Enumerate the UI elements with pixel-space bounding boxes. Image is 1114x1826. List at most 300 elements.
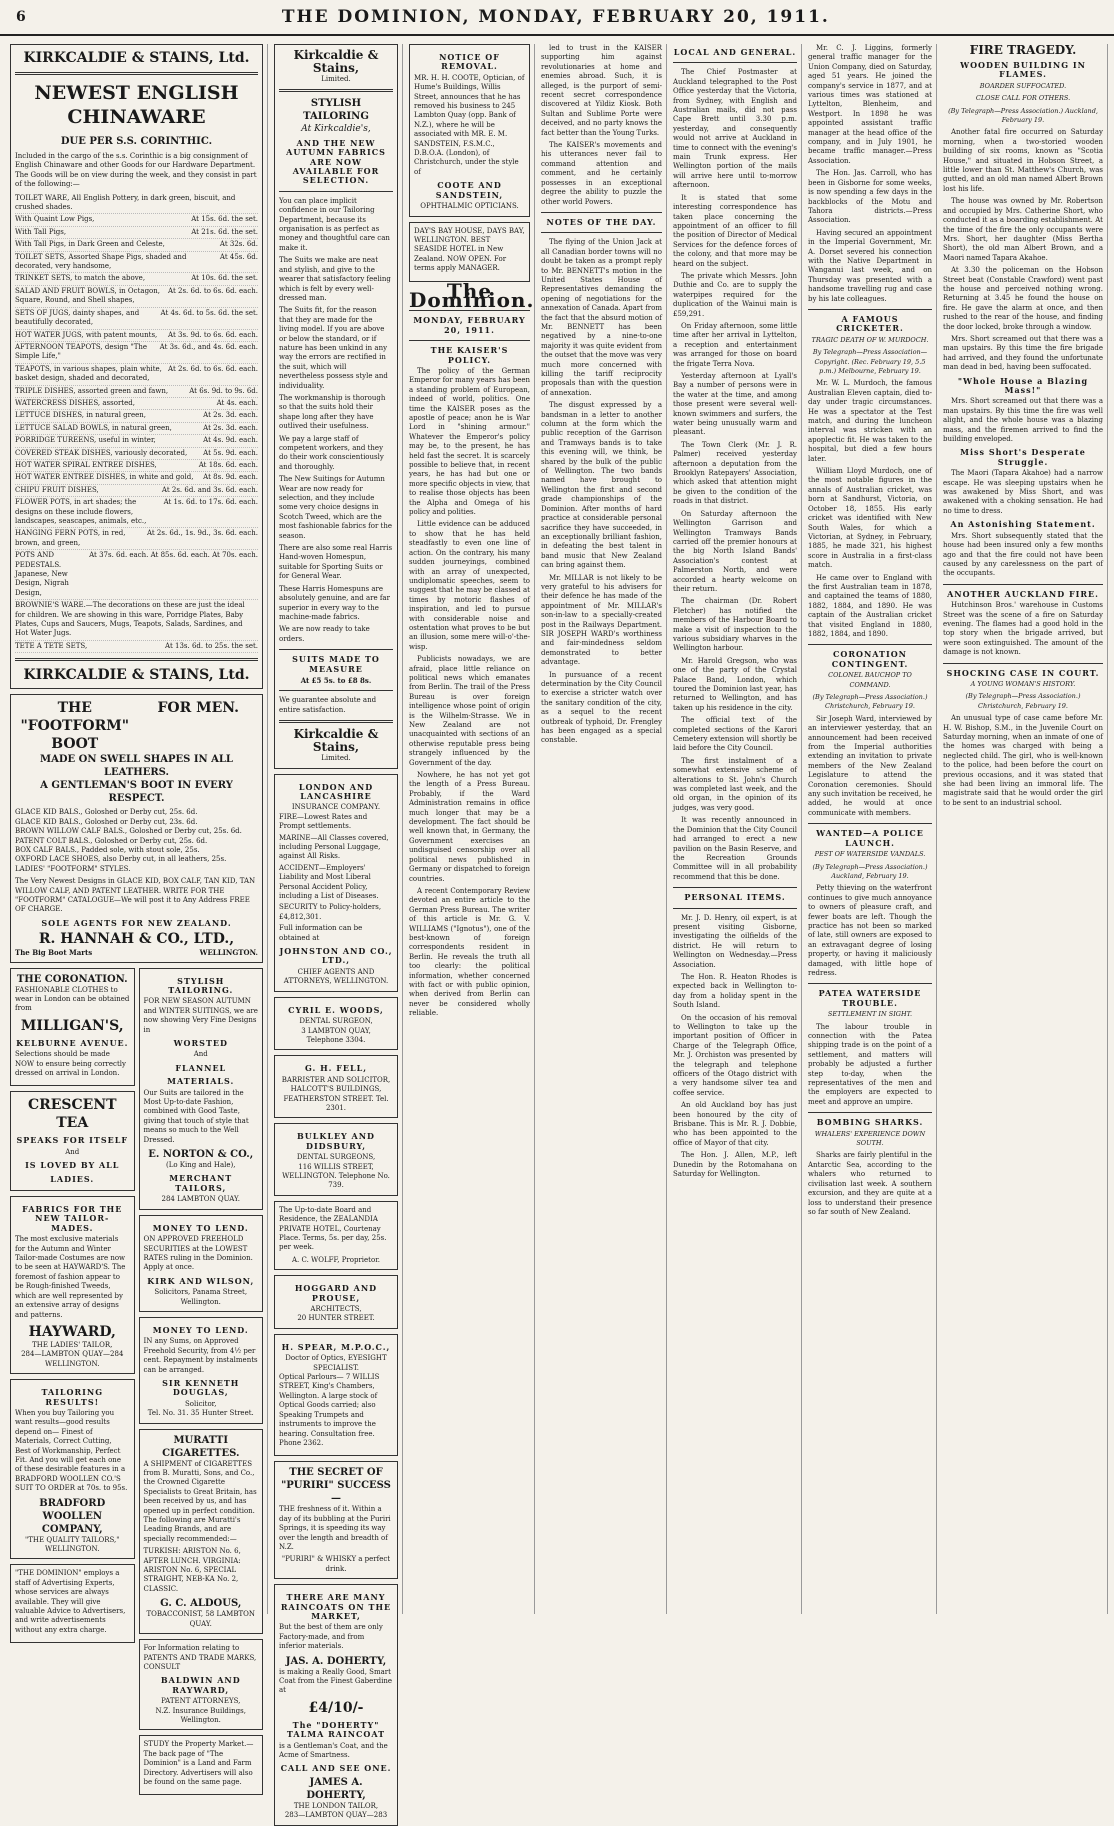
k2-firm-sub: Limited. [321,75,351,83]
doherty-text: is making a Really Good, Smart Coat from the Finest Gaberdine at [279,1667,392,1695]
price-row [15,448,258,460]
footform-boot-ad [10,694,263,962]
baldwin-sub: PATENT ATTORNEYS, [161,1697,241,1706]
patents-ad [139,1639,264,1730]
hayward-ad [10,1196,135,1374]
price-row [15,273,258,285]
price-item: HOT WATER JUGS, with patent mounts, [15,330,158,339]
fire-sub1: WOODEN BUILDING IN FLAMES. [960,60,1086,80]
doherty-call: CALL AND SEE ONE. [280,1763,392,1774]
another-fire-text: Hutchinson Bros.' warehouse in Customs Street was the scene of a fire on Saturday evening. The flames had a good hold in the top story when the brigade arrived, but were soon extinguished. The amount of the damage is not known. [943,601,1103,657]
editorial-continued [541,44,662,207]
notes-title: NOTES OF THE DAY. [546,216,657,227]
coronation-address: KELBURNE AVENUE. [16,1037,129,1048]
page-number: 6 [16,9,26,25]
price-item: COVERED STEAK DISHES, variously decorated, [15,448,188,457]
raincoats-text: But the best of them are only Factory-made, and from inferior materials. [279,1623,383,1651]
fell-sub: BARRISTER AND SOLICITOR, HALCOTT'S BUILDINGS, FEATHERSTON STREET. Tel. 2301. [281,1075,391,1112]
notice-firm: COOTE AND SANDSTEIN, [435,180,504,200]
price-item: BROWNIE'S WARE.—The decorations on these are just the ideal for children. We are showing in this ware, Porridge Plates, Baby Plates, Cups and Saucers, Mugs, Teapots, Salads, Sardines, and Hot Water Jugs. [15,601,245,638]
price-row [15,435,258,447]
k2-paragraph: These Harris Homespuns are absolutely genuine, and are far superior in every way to the machine-made fabrics. [279,584,390,621]
money2-firm: SIR KENNETH DOUGLAS, [162,1377,240,1398]
money1-firm: KIRK AND WILSON, [147,1275,255,1286]
price-value: At 45s. 6d. [219,252,258,261]
shocking-title: SHOCKING CASE IN COURT. [946,667,1100,678]
price-row [15,460,258,472]
norton-ad [139,968,264,1210]
price-item: PORRIDGE TUREENS, useful in winter, [15,436,156,445]
study-ad [139,1735,264,1795]
london-item: SECURITY to Policy-holders, £4,812,301. [279,903,382,921]
doherty2-name: JAMES A. DOHERTY, [306,1776,366,1801]
london-info: Full information can be obtained at [279,924,363,942]
muratti-text: A SHIPMENT of CIGARETTES from B. Muratti, Sons, and Co., the Crowned Cigarette Specialists to Great Britain, has been received by us, and has opened up in perfect condition. The following are Muratti's Leading Brands, and are specially recommended:— [143,1459,257,1543]
editorial-paragraph: The policy of the German Emperor for many years has been a standing problem of European, indeed of world, politics. One time the KAISER poses as the apostle of peace; anon he is War Lord in "shining armour." Whatever the Emperor's policy may be, to the present, he has held fast the secret. It is scarcely possible to believe that, in recent years, he has had but one or more specific objects in view, that to realise those objects has been the Alpha and Omega of his policy and polities. [409,366,530,517]
k2-guarantee: We guarantee absolute and entire satisfaction. [279,696,377,714]
patea-sub: SETTLEMENT IN SIGHT. [827,1010,913,1019]
firm-header: KIRKCALDIE & STAINS, Ltd. [23,50,250,66]
bradford-firm: BRADFORD WOOLLEN COMPANY, [39,1497,106,1535]
price-value: At 15s. 6d. the set. [191,215,258,224]
k2-firm2: Kirkcaldie & Stains, [293,727,379,755]
dominion-note [10,1564,135,1643]
boarder-text: The Maori (Tapara Akahoe) had a narrow escape. He was sleeping upstairs when he was awakened by Miss Short, and was awakened with a choking sensation. He had no time to dress. [943,469,1103,515]
k2-at: At Kirkcaldie's, [301,124,371,135]
woods-ad [274,997,398,1051]
price-list [15,193,258,654]
boot-firm: R. HANNAH & CO., LTD., [38,931,235,948]
patea-text: The labour trouble in connection with the Patea shipping trade is on the point of a settlement, and matters will probably be adjusted a further step to-day, when the representatives of the men and the employers are expected to meet and approve an umpire. [808,1022,932,1106]
price-item: WATERCRESS DISHES, assorted, [15,398,135,407]
coronation-title: THE CORONATION. [16,973,128,985]
launch-text: Petty thieving on the waterfront continues to give much annoyance to owners of pleasure craft, and fewer boats are left. Though the practice has not been so marked of late, still owners are exposed to an extravagant degree of losing property, or having it maliciously damaged, with little hope of redress. [808,884,932,977]
crescent-line1: SPEAKS FOR ITSELF [16,1135,129,1146]
k2-paragraph: We are now ready to take orders. [279,625,370,643]
spear-name: H. SPEAR, M.P.O.C., [281,1341,391,1352]
and-word: And [193,1050,208,1059]
notes-paragraph: Mr. MILLAR is not likely to be very grateful to his advisers for their defence he has made of the appointment of Mr. MILLAR's son-in-law to a specially-created post in the Railways Department. SIR JOSEPH WARD's worthiness and fair-mindedness seldom demonstrated to better advantage. [541,573,662,667]
doherty2-sub: THE LONDON TAILOR, [293,1801,379,1810]
fire-sub3: CLOSE CALL FOR OTHERS. [975,94,1071,103]
boot-lines [15,808,258,874]
bulkley-ad [274,1123,398,1195]
hoggard-name: HOGGARD AND PROUSE, [294,1283,378,1303]
price-row [15,342,258,364]
statement-text: Mrs. Short screamed out that there was a man upstairs. By this time the fire was well alight, and the whole house was a blazing mass, and the firemen arrived to find the building enveloped. [943,397,1103,444]
k2-paragraph: The New Suitings for Autumn Wear are now ready for selection, and they include some very choice designs in Scotch Tweed, which are the most fashionable fabrics for the season. [279,475,392,540]
cricketer-body [808,379,932,639]
doherty-price: £4/10/- [308,1699,364,1716]
price-row [15,485,258,497]
bradford-sub: "THE QUALITY TAILORS," [25,1535,120,1544]
coronation-contingent-sub: COLONEL BAUCHOP TO COMMAND. [828,671,912,689]
chinaware-subtitle: DUE PER S.S. CORINTHIC. [60,136,213,147]
dominion-note-text: "THE DOMINION" employs a staff of Advertising Experts, whose services are always available. They will give valuable Advice to Advertisers, and write advertisements without any extra charge. [15,1569,126,1634]
boot-line: GLACE KID BALS., Goloshed or Derby cut, 23s. 6d. [15,817,198,826]
price-row [15,600,258,641]
statement-title: "Whole House a Blazing Mass!" [957,375,1089,395]
fell-name: G. H. FELL, [304,1063,368,1074]
editorial-paragraph: led to trust in the KAISER supporting him against revolutionaries at home and enemies abroad. Such, it is alleged, is the purport of semi-recent secret correspondence discovered at Yildiz Kiosk. Both Sultan and Sublime Porte were deceived, and no party knows the fact better than the Young Turks. [541,44,662,137]
notice-text: MR. H. H. COOTE, Optician, of Hume's Buildings, Willis Street, announces that he has removed his business to 245 Lambton Quay (opp. Bank of N.Z.), where he will be associated with MR. E. M. SANDSTEIN, F.S.M.C., D.B.O.A. (London), of Christchurch, under the style of [414,73,525,176]
fire-byline: (By Telegraph—Press Association.) Auckland, February 19. [948,106,1098,125]
money2-text: IN any Sums, on Approved Freehold Security, from 4½ per cent. Repayment by instalments can be arranged. [143,1337,258,1374]
aldous-firm: G. C. ALDOUS, [160,1598,242,1610]
fire-body [943,128,1103,372]
baldwin-addr: N.Z. Insurance Buildings, Wellington. [155,1706,246,1724]
price-value: At 13s. 6d. to 25s. the set. [165,641,258,650]
boarder-title: Miss Short's Desperate Struggle. [960,447,1086,467]
column-5 [669,44,802,1614]
fire-paragraph: At 3.30 the policeman on the Hobson Street beat (Constable Crawford) went past the house and perceived nothing wrong. Returning at 3.45 he found the house on fire. He gave the alarm at once, and then rushed to the rear of the house, and finding the door locked, broke through a window. [943,266,1103,331]
boot-line: PATENT COLT BALS., Goloshed or Derby cut, 25s. 6d. [15,836,208,845]
london-item: FIRE—Lowest Rates and Prompt settlements. [279,812,368,831]
price-item: SETS OF JUGS, dainty shapes, and beautifully decorated, [15,308,140,327]
local-body [673,68,797,882]
price-row [15,252,258,274]
money1-title: MONEY TO LEND. [152,1222,249,1233]
crescent-line3: IS LOVED BY ALL [25,1160,120,1171]
price-item: LETTUCE SALAD BOWLS, in natural green, [15,423,172,432]
sharks-text: Sharks are fairly plentiful in the Antarctic Sea, according to the whalers who returned to civilisation last week. A southern excursion, and they are quite at a loss to understand their presence so far south of New Zealand. [808,1151,932,1216]
boot-line: GLACE KID BALS., Goloshed or Derby cut, 25s. 6d. [15,808,198,817]
price-item: TETE A TETE SETS, [15,641,88,650]
london-item: ACCIDENT—Employers' Liability and Most Liberal Personal Accident Policy, including a List of Diseases. [279,863,379,901]
price-value: At 2s. 6d. to 6s. 6d. each. [168,364,258,373]
local-paragraph: The Hon. Jas. Carroll, who has been in Gisborne for some weeks, is now spending a few days in the backblocks of the Motu and Tahora districts.—Press Association. [808,169,932,225]
money2-addr: Tel. No. 31. 35 Hunter Street. [147,1409,254,1418]
bradford-city: WELLINGTON. [45,1545,100,1553]
chinaware-title: NEWEST ENGLISH CHINAWARE [34,82,239,128]
local-paragraph: The official text of the completed sections of the Karori Cemetery extension will shortly be laid before the City Council. [673,716,797,753]
k2-firm2-sub: Limited. [321,754,351,763]
local-paragraph: The chairman (Dr. Robert Fletcher) has notified the members of the Harbour Board to make a visit of inspection to the various subsidiary wharves in the Wellington harbour. [673,597,797,653]
personal-paragraph: The Hon. J. Allen, M.P., left Dunedin by the Rotomahana on Saturday for Wellington. [673,1151,797,1179]
bulkley-name: BULKLEY AND DIDSBURY, [297,1131,375,1151]
price-value: At 1s. 6d. to 17s. 6d. each. [163,498,258,507]
london-item: MARINE—All Classes covered, including Personal Luggage, against All Risks. [279,833,389,861]
doherty-name: JAS. A. DOHERTY, [285,1655,387,1667]
column-2 [270,44,403,1820]
coronation-ad [10,968,135,1087]
coronation-firm: MILLIGAN'S, [20,1017,124,1034]
personal-paragraph: On the occasion of his removal to Wellington to take up the important position of Officer in Charge of the Telegraph Office, Mr. J. Orchiston was presented by the telegraph and telephone officers of the Otago district with a very handsome silver tea and coffee service. [673,1013,797,1097]
spear-sub: Doctor of Optics, EYESIGHT SPECIALIST. [285,1354,387,1372]
shocking-text: An unusual type of case came before Mr. H. W. Bishop, S.M., in the Juvenile Court on Saturday morning, when an inmate of one of the homes was charged with being a neglected child. The girl, who is well-known to the police, had been before the court on previous occasions, and it was stated that she had been living an immoral life. The magistrate said that he would order the girl to be sent to an industrial school. [943,714,1103,807]
price-row [15,423,258,435]
bulkley-addr: 116 WILLIS STREET, WELLINGTON. Telephone No. 739. [282,1162,390,1190]
local-paragraph: Mr. Harold Gregson, who was one of the party of the Crystal Palace Band, London, which toured the Dominion last year, has returned to Wellington, and has taken up his residence in the city. [673,656,797,712]
price-item: TOILET SETS, Assorted Shape Pigs, shaded and decorated, very handsome, [15,252,187,271]
another-fire-title: ANOTHER AUCKLAND FIRE. [947,588,1099,599]
launch-byline: (By Telegraph—Press Association.) Auckland, February 19. [812,862,928,880]
doherty-ad [274,1584,398,1826]
worsted: WORSTED [173,1038,228,1048]
removal-notice [409,44,530,217]
london-firm: JOHNSTON AND CO., LTD., [279,946,393,966]
price-item: CHIPU FRUIT DISHES, [15,485,99,494]
hayward-text: The most exclusive materials for the Autumn and Winter Tailor-made Costumes are now to be seen at HAYWARD'S. The foremost of fashion appear to be Rough-finished Tweeds, which are well represented by an extensive array of designs and patterns. [15,1235,126,1319]
study-text: STUDY the Property Market.—The back page of "The Dominion" is a Land and Farm Directory. Advertisers will also be found on the same page. [143,1740,254,1786]
price-item: With Tall Pigs, in Dark Green and Celeste, [15,240,165,249]
fire-title: FIRE TRAGEDY. [969,43,1077,57]
k2-paragraph: The Suits we make are neat and stylish, and give to the wearer that satisfactory feeling which is felt by every well-dressed man. [279,256,391,302]
bradford-text: When you buy Tailoring you want results—good results depend on— Finest of Materials, Correct Cutting, Best of Workmanship, Perfect Fit. And you will get each one of these desirable features in a BRADFORD WOOLLEN CO.'S SUIT TO ORDER at 70s. to 95s. [15,1408,128,1493]
price-item: With Quaint Low Pigs, [15,215,95,224]
personal-paragraph: Mr. J. D. Henry, oil expert, is at present visiting Gisborne, investigating the oilfields of the district. He will return to Wellington on Wednesday.—Press Association. [673,913,797,969]
price-item: SALAD AND FRUIT BOWLS, in Octagon, Square, Round, and Shell shapes, [15,286,160,305]
astounding-title: An Astonishing Statement. [950,519,1096,530]
sharks-sub: WHALERS' EXPERIENCE DOWN SOUTH. [814,1129,926,1148]
woods-sub: DENTAL SURGEON, [299,1017,373,1026]
column-6 [804,44,937,1614]
puriri-ad [274,1461,398,1579]
money-lend-ad-2 [139,1317,264,1424]
raincoats-title: THERE ARE MANY RAINCOATS ON THE MARKET, [280,1592,392,1621]
launch-sub: PEST OF WATERSIDE VANDALS. [814,850,926,859]
cricketer-title: A FAMOUS CRICKETER. [836,313,904,334]
price-item: LETTUCE DISHES, in natural green, [15,411,147,420]
price-row [15,550,258,600]
local-continued [808,44,932,304]
personal-paragraph: An old Auckland boy has just been honoured by the city of Brisbane. This is Mr. R. J. Dobbie, who has been appointed to the office of Mayor of that city. [673,1101,797,1147]
price-item: HOT WATER ENTREE DISHES, in white and gold, [15,473,194,482]
london-agents: CHIEF AGENTS AND ATTORNEYS, WELLINGTON. [283,967,389,986]
local-paragraph: On Friday afternoon, some little time after her arrival in Lyttelton, a reception and entertainment was arranged for those on board the frigate Terra Nova. [673,321,797,368]
hayward-address: 284—LAMBTON QUAY—284 [21,1350,124,1359]
fire-paragraph: The house was owned by Mr. Robertson and occupied by Mrs. Catherine Short, who conducted it as a boarding establishment. At the time of the fire the only occupants were Mrs. Short, her daughter (Miss Bertha Short), the old man Albert Brown, and a Maori named Tapara Akahoe. [943,197,1103,262]
coronation-note: Selections should be made NOW to ensure being correctly dressed on arrival in London. [15,1050,126,1077]
london-items [279,813,393,922]
hayward-city: WELLINGTON. [45,1359,100,1368]
price-item: AFTERNOON TEAPOTS, design "The Simple Life," [15,342,148,361]
crescent-line2: And [65,1147,80,1156]
puriri-text: THE freshness of it. Within a day of its bubbling at the Puriri Springs, it is speeding its way over the length and breadth of N.Z. [279,1505,391,1551]
price-row [15,641,258,653]
boot-left-title: THE "FOOTFORM" BOOT [20,700,130,753]
local-paragraph: It is stated that some interesting correspondence has taken place concerning the appointment of an officer to fill the position of Director of Medical Services for the defence forces of the colony, and that more may be heard on the subject. [673,193,797,268]
price-value: At 8s. 9d. each. [203,473,258,482]
notice-title: NOTICE OF REMOVAL. [439,52,500,72]
price-row [15,330,258,342]
boot-agents: SOLE AGENTS FOR NEW ZEALAND. [41,917,232,928]
notes-paragraph: The disgust expressed by a bandsman in a letter to another column at the form which the public reception of the Garrison and Tramways bands is to take this evening will, we think, be shared by the bulk of the public of Wellington. The two bands named have brought to Wellington the first and second grade championships of the Dominion. After months of hard practice at considerable personal sacrifice they have succeeded, in an exceptionally brilliant fashion, in defeating the best talent in band music that New Zealand can bring against them. [541,401,662,570]
local-paragraph: It was recently announced in the Dominion that the City Council had arranged to erect a new pavilion on the Basin Reserve, and the Recreation Grounds Committee will in all probability recommend that this be done. [673,816,797,881]
doherty-coat: The "DOHERTY" TALMA RAINCOAT [286,1719,386,1740]
days-bay-ad [409,222,530,282]
k2-paragraph: The Suits fit, for the reason that they are made for the living model. If you are above or below the standard, or if nature has been unkind in any way the errors are rectified in the suit, which will nevertheless possess style and individuality. [279,306,388,390]
price-row [15,227,258,239]
london-lancashire-ad [274,774,398,992]
price-row [15,286,258,308]
cricketer-byline: By Telegraph—Press Association—Copyright. (Rec. February 19, 5.5 p.m.) Melbourne, February 19. [812,348,928,375]
price-row [15,472,258,484]
notes-paragraph: In pursuance of a recent determination by the City Council to exercise a stricter watch over the sanitary condition of the city, as a sequel to the recent outbreak of typhoid, Dr. Frengley has been engaged as a special constable. [541,670,662,745]
materials: MATERIALS. [167,1076,235,1087]
baldwin-firm: BALDWIN AND RAYWARD, [160,1675,241,1695]
price-row [15,308,258,330]
price-row [15,214,258,226]
woods-name: CYRIL E. WOODS, [288,1004,384,1015]
k2-title: STYLISH TAILORING [303,98,369,123]
col1-left-subcol [10,968,135,1649]
muratti-ad [139,1429,264,1635]
price-value: At 5s. 9d. each. [203,448,258,457]
shocking-sub: A YOUNG WOMAN'S HISTORY. [970,679,1076,688]
price-value: At 4s. 6d. to 5s. 6d. the set. [160,308,258,317]
notes-body [541,238,662,746]
editorial-paragraph: Publicists nowadays, we are afraid, place little reliance on political news which emanates from Berlin. The trail of the Press Bureau is over foreign intelligence whose point of origin is the Wilhelm-Strasse. We in New Zealand are not unacquainted with sections of an otherwise reputable press being strangely influenced by the Government of the day. [409,655,530,767]
fell-ad [274,1055,398,1118]
local-paragraph: The private which Messrs. John Duthie and Co. are to supply the waterpipes required for the duplication of the Wainui main is £59,291. [673,271,797,318]
price-item: With Tall Pigs, [15,227,67,236]
flannel: FLANNEL [175,1062,227,1073]
bradford-ad [10,1379,135,1559]
price-item: HANGING FERN POTS, in red, brown, and green, [15,529,126,547]
bulkley-sub: DENTAL SURGEONS, [296,1153,376,1162]
london-title: LONDON AND LANCASHIRE [298,781,374,801]
price-value: At 2s. 3d. each. [203,411,258,420]
crescent-title: CRESCENT TEA [27,1097,117,1132]
boot-line: BOX CALF BALS., Padded sole, with stout sole, 25s. [15,845,200,854]
doherty-note: is a Gentleman's Coat, and the Acme of Smartness. [279,1741,388,1760]
hoggard-addr: 20 HUNTER STREET. [297,1314,375,1323]
k2-firm: Kirkcaldie & Stains, [293,48,379,75]
editorial-title: THE KAISER'S POLICY. [430,345,509,365]
boot-line: BROWN WILLOW CALF BALS., Goloshed or Derby cut, 25s. 6d. [15,827,242,836]
masthead [0,0,1114,36]
woods-addr: 3 LAMBTON QUAY, [301,1026,371,1035]
price-row [15,497,258,528]
hotel-prop: A. C. WOLFF, Proprietor. [291,1255,381,1264]
price-value: At 18s. 6d. each. [198,460,258,469]
k2-paragraph: There are also some real Harris Hand-woven Homespun, suitable for Sporting Suits or for General Wear. [279,544,393,581]
local-paragraph: The first instalment of a somewhat extensive scheme of alterations to St. John's Church was completed last week, and the old organ, in the opinion of its judges, was very good. [673,756,797,812]
money1-text: ON APPROVED FREEHOLD SECURITIES at the LOWEST RATES ruling in the Dominion. Apply at once. [143,1235,253,1272]
hoggard-sub: ARCHITECTS, [310,1305,362,1314]
price-value: At 37s. 6d. each. At 85s. 6d. each. At 70s. each. [89,551,258,560]
k2-paragraph: The workmanship is thorough so that the suits hold their shape long after they have outlived their usefulness. [279,393,386,431]
stylish-title: STYLISH TAILORING. [168,975,234,995]
coronation-contingent-text: Sir Joseph Ward, interviewed by an interviewer yesterday, that an announcement had been received from the Imperial authorities extending an invitation to private members of the New Zealand Legislature to attend the Coronation ceremonies. Should any such invitation be received, he added, he would at once communicate with members. [808,714,932,817]
price-value: At 21s. 6d. the set. [191,227,258,236]
price-row [15,528,258,550]
money-lend-ad-1 [139,1215,264,1312]
stylish-more: Our Suits are tailored in the Most Up-to-date Fashion, combined with Good Taste, giving that touch of style that means so much to the Well Dressed. [143,1088,249,1144]
boot-right-title: FOR MEN. [157,700,240,717]
k2-announce: AND THE NEW AUTUMN FABRICS ARE NOW AVAILABLE FOR SELECTION. [286,137,386,186]
k2-paras [279,197,393,644]
price-row [15,239,258,251]
sharks-title: BOMBING SHARKS. [816,1117,924,1128]
price-value: At 10s. 6d. the set. [191,274,258,283]
money2-title: MONEY TO LEND. [152,1324,249,1335]
hoggard-ad [274,1275,398,1329]
editorial-paragraph: The KAISER's movements and his utterances never fail to command attention and comment, and he certainly possesses in an exceptional degree the ability to puzzle the other world Powers. [541,141,662,206]
muratti-brands: TURKISH: ARISTON No. 6, AFTER LUNCH. VIRGINIA: ARISTON No. 6, SPECIAL STRAIGHT, NEB-KA No. 2, CLASSIC. [143,1547,241,1593]
column-7 [939,44,1108,1614]
boot-firm-sub: The Big Boot Marts [15,948,93,958]
local-paragraph: The Town Clerk (Mr. J. R. Palmer) received yesterday afternoon a deputation from the Brooklyn Ratepayers' Association, which asked that attention might be given to the condition of the roads in that district. [673,440,797,506]
aldous-sub: TOBACCONIST, 58 LAMBTON QUAY. [146,1610,255,1628]
money2-sub: Solicitor, [185,1399,217,1408]
local-paragraph: Yesterday afternoon at Lyall's Bay a number of persons were in the water at the time, and among those present were several well-known swimmers and surfers, the water being unusually warm and pleasant. [673,372,797,437]
local-paragraph: Mr. C. J. Liggins, formerly general traffic manager for the Union Company, died on Saturday, aged 51 years. He joined the company's service in 1877, and at various times was stationed at Lyttelton, Blenheim, and Westport. In 1898 he was appointed assistant traffic manager at the head office of the company, and in July 1901, he became traffic manager.—Press Association. [808,44,932,165]
norton-role: MERCHANT TAILORS, [169,1173,233,1193]
fire-paragraph: Another fatal fire occurred on Saturday morning, when a two-storied wooden building of six rooms, known as "Scotia House," and situated in Hobson Street, a little lower than St. Matthew's Church, was gutted, and an old man named Albert Brown lost his life. [943,128,1103,193]
cricketer-paragraph: He came over to England with the first Australian team in 1878, and captained the teams of 1880, 1882, 1884, and 1890. He was captain of the Australian cricket that visited England in 1880, 1882, 1884, and 1890. [808,573,932,638]
hotel-ad [274,1201,398,1270]
editorial-paragraph: Little evidence can be adduced to show that he has held steadfastly to even one line of action. On the contrary, his many sudden journeyings, combined with an array of unexpected, undiplomatic speeches, seem to suggest that he may be classed at times by motoric flashes of inspiration, and led to pursue with considerable noise and ostentation what proves to be but an illusion, some mere will-o'-the-wisp. [409,520,530,651]
price-item: POTS AND PEDESTALS. Japanese, New Design, Nigrah Design, [15,551,69,597]
column-4 [537,44,667,1614]
boot-note: The Very Newest Designs in GLACE KID, BOX CALF, TAN KID, TAN WILLOW CALF, AND PATENT LEATHER. WRITE FOR THE "FOOTFORM" CATALOGUE—We will post it to Any Address FREE OF CHARGE. [15,877,256,914]
hayward-title: FABRICS FOR THE NEW TAILOR-MADES. [22,1204,123,1233]
stylish-text: FOR NEW SEASON AUTUMN and WINTER SUITINGS, we are now showing Very Fine Designs in [143,997,258,1034]
boot-city: WELLINGTON. [199,948,258,958]
coronation-contingent-title: CORONATION CONTINGENT. [831,649,909,669]
spear-text: Optical Parlours— 7 WILLIS STREET, King's Chambers, Wellington. A large stock of Optical Goods carried; also Speaking Trumpets and instruments to improve the hearing. Consultation free. Phone 2362. [279,1373,380,1447]
price-value: At 2s. 6d., 1s. 9d., 3s. 6d. each. [146,529,258,538]
local-paragraph: Having secured an appointment in the Imperial Government, Mr. A. Dorset severed his connection with the Native Department in Wanganui last week, and on Thursday was presented with a handsome travelling rug and case by his late colleagues. [808,228,932,303]
cricketer-paragraph: Mr. W. L. Murdoch, the famous Australian Eleven captain, died to-day under tragic circumstances. He was a spectator at the Test match, and during the luncheon interval was stricken with an apoplectic fit. He was taken to the hospital, but died a few hours later. [808,379,932,463]
puriri-title: THE SECRET OF "PURIRI" SUCCESS— [281,1467,391,1505]
k2-paragraph: You can place implicit confidence in our Tailoring Department, because its organisation is as perfect as money and thoughtful care can make it. [279,196,390,252]
notice-firm-sub: OPHTHALMIC OPTICIANS. [420,202,519,211]
cricketer-sub: TRAGIC DEATH OF W. MURDOCH. [811,335,929,344]
price-item: TRIPLE DISHES, assorted green and fawn, [15,386,169,395]
hayward-firm: HAYWARD, [28,1323,116,1340]
puriri-sub: "PURIRI" & WHISKY a perfect drink. [281,1555,391,1573]
chinaware-intro: Included in the cargo of the s.s. Corinthic is a big consignment of English Chinaware and other Goods for our Hardware Department. The Goods will be on view during the week, and they consist in part of the following:— [15,152,257,189]
woods-tel: Telephone 3304. [306,1035,366,1044]
local-paragraph: The Chief Postmaster at Auckland telegraphed to the Post Office yesterday that the Victoria, from Sydney, with English and Australian mails, did not pass Cape Brett until 3.30 p.m. yesterday, and consequently would not arrive at Auckland in time to connect with the evening's main Trunk express. Her Wellington portion of the mails will arrive here until to-morrow afternoon. [673,68,797,190]
price-row [15,364,258,386]
price-item: TOILET WARE, All English Pottery, in dark green, biscuit, and crushed shades. [15,193,236,212]
price-value: At 3s. 6d., and 4s. 6d. each. [159,342,258,351]
doherty2-addr: 283—LAMBTON QUAY—283 [284,1811,388,1820]
price-row [15,398,258,410]
money1-sub: Solicitors, Panama Street, Wellington. [154,1288,248,1306]
price-value: At 2s. 6d. and 3s. 6d. each. [161,485,258,494]
price-value: At 32s. 6d. [219,240,258,249]
crescent-line4: LADIES. [50,1173,95,1184]
price-row [15,386,258,398]
column-1 [6,44,268,1786]
spear-ad [274,1334,398,1456]
launch-title: WANTED—A POLICE LAUNCH. [816,828,924,848]
col1-right-subcol [139,968,264,1801]
norton-firm: E. NORTON & CO., [148,1149,254,1161]
local-title: LOCAL AND GENERAL. [673,47,797,57]
crescent-tea-ad [10,1091,135,1191]
cricketer-paragraph: William Lloyd Murdoch, one of the most notable figures in the annals of Australian cricket, was born at Sandhurst, Victoria, on October 18, 1855. His early cricket was identified with New South Wales, for which a Victorian, at Sydney, in February, 1885, he made 321, his highest score in Australia in a first-class match. [808,467,932,570]
notes-paragraph: The flying of the Union Jack at all Canadian border towns will no doubt be taken as a prompt reply to Mr. BENNETT's motion in the United States House of Representatives demanding the opening of negotiations for the annexation of Canada. Apart from the fact that the absurd motion of Mr. BENNETT has been negatived by a nine-to-one majority it was quite evident from the outset that the move was very much more concerned with killing the tariff reciprocity proposals than with the question of annexation. [541,238,662,397]
price-value: At 3s. 9d. to 6s. 6d. each. [168,330,258,339]
kirkcaldie-tailoring-ad [274,44,398,769]
price-value: At 2s. 6d. to 6s. 6d. each. [168,286,258,295]
price-value: At 2s. 3d. each. [203,423,258,432]
hayward-sub: THE LADIES' TAILOR, [32,1340,113,1349]
patents-text: For Information relating to PATENTS AND TRADE MARKS, CONSULT [143,1644,257,1671]
k2-measure-price: At £5 5s. to £8 8s. [300,675,372,685]
norton-addr: 284 LAMBTON QUAY. [161,1195,240,1204]
price-row [15,410,258,422]
price-item: FLOWER POTS, in art shades; the designs on these include flowers, landscapes, seascapes, animals, etc., [15,498,147,525]
boot-line: OXFORD LACE SHOES, also Derby cut, in all leathers, 25s. [15,855,227,864]
editorial-paragraph: Nowhere, he has not yet got the length of a Press Bureau. Probably, if the Ward Administration remains in office much longer that may be a development. The fact should be well known that, in Germany, the Government exercises an undisguised censorship over all political news published in Germany or dispatched to foreign countries. [409,771,530,883]
